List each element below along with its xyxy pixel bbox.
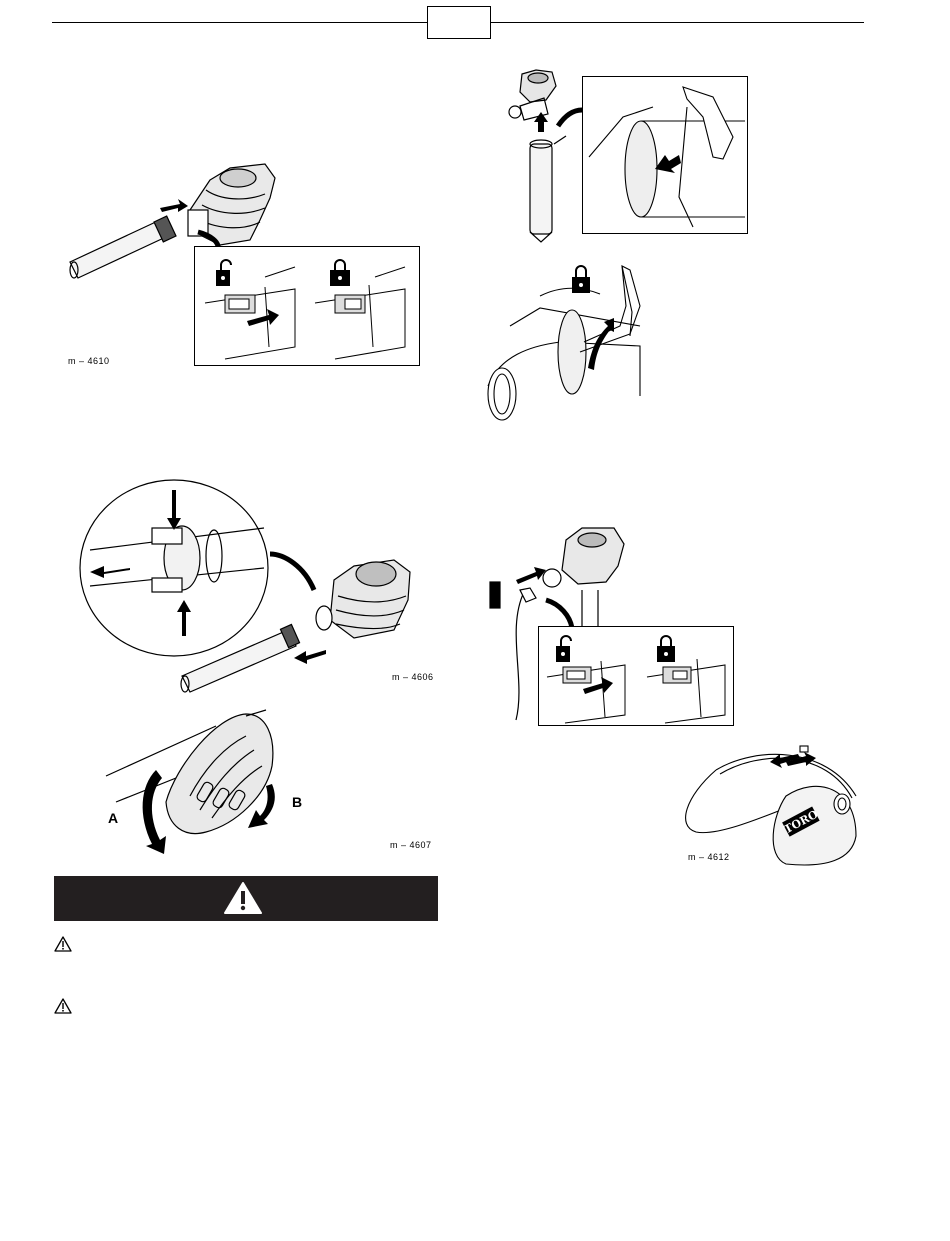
figure-label: m – 4606: [392, 672, 434, 682]
clamp-inset-drawing: [583, 77, 747, 233]
figure-label: m – 4612: [688, 852, 730, 862]
figure-label: m – 4610: [68, 356, 110, 366]
arrow-icon: [143, 770, 166, 854]
warning-triangle-icon: [223, 881, 263, 920]
lock-inset-2: [538, 626, 734, 726]
figure-rotation-drawing: [96, 706, 436, 856]
arrow-icon: [655, 155, 681, 173]
arrow-icon: [160, 199, 188, 212]
figure-tube-release-drawing: [74, 480, 444, 690]
lock-inset-2-drawing: [539, 627, 733, 725]
brand-text: TORO: [781, 807, 821, 837]
arrow-icon: [294, 650, 326, 664]
figure-label: m – 4607: [390, 840, 432, 850]
callout-b: B: [292, 794, 303, 810]
locked-padlock-icon: [331, 260, 349, 285]
figure-rotation: [96, 706, 436, 856]
arrow-icon: [516, 567, 546, 584]
locked-padlock-icon: [658, 636, 674, 661]
page-number-box: [427, 6, 491, 39]
caution-triangle-icon: [54, 998, 72, 1019]
caution-triangle-icon: [54, 936, 72, 957]
unlocked-padlock-icon: [557, 636, 571, 661]
figure-bag: [676, 736, 876, 876]
figure-vacuum-attach: [486, 520, 736, 730]
unlocked-padlock-icon: [217, 260, 231, 285]
clamp-inset: [582, 76, 748, 234]
lock-inset: [194, 246, 420, 366]
figure-collar-clamp: [500, 64, 760, 244]
callout-a: A: [108, 810, 119, 826]
figure-tube-attach: [60, 150, 430, 370]
figure-tube-release: [74, 480, 444, 690]
figure-nozzle-lock-drawing: [480, 256, 670, 426]
lock-inset-drawing: [195, 247, 419, 365]
figure-nozzle-lock: [480, 256, 670, 426]
